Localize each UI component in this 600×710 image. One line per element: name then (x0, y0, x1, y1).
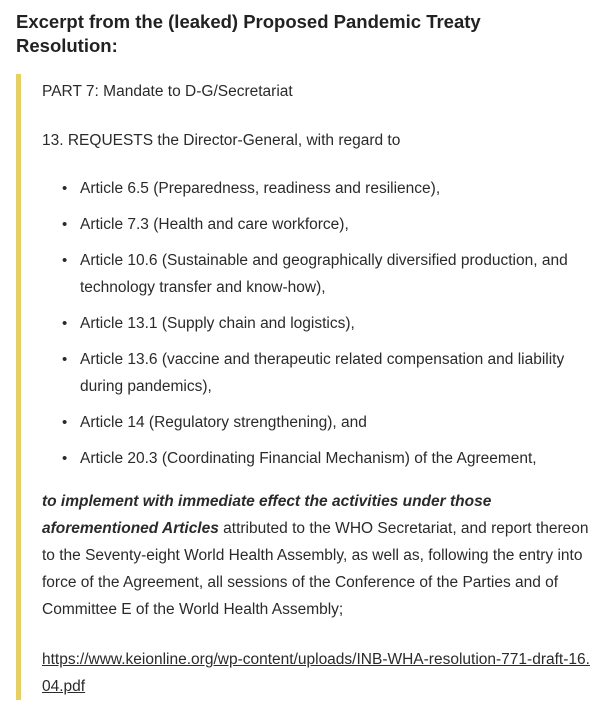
bullet-icon: • (62, 315, 68, 332)
article-text: Article 6.5 (Preparedness, readiness and resilience), (80, 180, 441, 197)
bullet-icon: • (62, 414, 68, 431)
bullet-icon: • (62, 252, 68, 269)
list-item (42, 310, 598, 337)
request-intro: 13. REQUESTS the Director-General, with regard to (42, 132, 401, 149)
list-item (42, 346, 598, 400)
closing-paragraph (42, 488, 598, 623)
list-item (42, 409, 598, 436)
article-text: Article 7.3 (Health and care workforce), (80, 216, 349, 233)
list-item (42, 175, 598, 202)
bullet-icon: • (62, 216, 68, 233)
closing-text: attributed to the WHO Secretariat, and report thereon to the Seventy-eight World Health Assembly, as well as, following the entry into force of the Agreement, all sessions of the Conference of the Parties and of Committee E of the World Health Assembly; (42, 520, 589, 618)
list-item (42, 445, 598, 472)
article-text: Article 13.1 (Supply chain and logistics), (80, 315, 355, 332)
blockquote (16, 74, 600, 700)
source-link[interactable]: https://www.keionline.org/wp-content/uploads/INB-WHA-resolution-771-draft-16.04.pdf (42, 651, 590, 695)
article-text: Article 20.3 (Coordinating Financial Mechanism) of the Agreement, (80, 450, 537, 467)
article-text: Article 13.6 (vaccine and therapeutic related compensation and liability during pandemics), (80, 351, 565, 395)
part-heading: PART 7: Mandate to D-G/Secretariat (42, 83, 293, 100)
bullet-icon: • (62, 180, 68, 197)
closing-emphasis: to implement with immediate effect the activities under those aforementioned Articles (42, 493, 492, 537)
bullet-icon: • (62, 351, 68, 368)
blockquote-bar (16, 74, 21, 700)
list-item (42, 247, 598, 301)
bullet-icon: • (62, 450, 68, 467)
article-text: Article 14 (Regulatory strengthening), and (80, 414, 367, 431)
article-text: Article 10.6 (Sustainable and geographically diversified production, and technology transfer and know-how), (80, 252, 568, 296)
article-list (42, 175, 598, 481)
list-item (42, 211, 598, 238)
page-heading: Excerpt from the (leaked) Proposed Pandemic Treaty Resolution: (16, 11, 481, 56)
